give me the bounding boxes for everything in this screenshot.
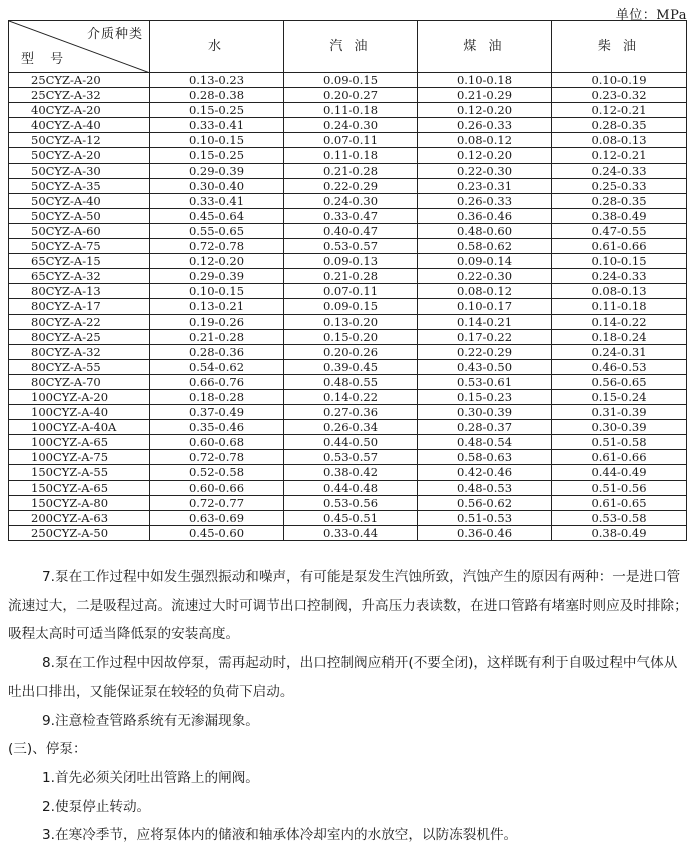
- model-cell: 150CYZ-A-65: [9, 480, 150, 495]
- pressure-cell: 0.45-0.51: [284, 510, 418, 525]
- table-row: [9, 510, 687, 525]
- pressure-cell: 0.10-0.15: [150, 133, 284, 148]
- table-row: [9, 163, 687, 178]
- pressure-cell: 0.24-0.30: [284, 118, 418, 133]
- model-cell: 80CYZ-A-25: [9, 329, 150, 344]
- table-header-row: [9, 21, 687, 73]
- pressure-cell: 0.10-0.19: [552, 73, 687, 88]
- pressure-cell: 0.18-0.28: [150, 389, 284, 404]
- model-cell: 40CYZ-A-40: [9, 118, 150, 133]
- pressure-cell: 0.33-0.44: [284, 525, 418, 540]
- pressure-cell: 0.11-0.18: [552, 299, 687, 314]
- table-row: [9, 389, 687, 404]
- pressure-cell: 0.38-0.42: [284, 465, 418, 480]
- pressure-cell: 0.23-0.31: [418, 178, 552, 193]
- pressure-cell: 0.12-0.20: [418, 103, 552, 118]
- pressure-cell: 0.15-0.20: [284, 329, 418, 344]
- pressure-cell: 0.10-0.15: [150, 284, 284, 299]
- pressure-cell: 0.27-0.36: [284, 405, 418, 420]
- pressure-cell: 0.21-0.28: [150, 329, 284, 344]
- step-2: 2.使泵停止转动。: [42, 798, 151, 815]
- pressure-cell: 0.31-0.39: [552, 405, 687, 420]
- pressure-cell: 0.10-0.15: [552, 254, 687, 269]
- pressure-cell: 0.24-0.33: [552, 163, 687, 178]
- table-row: [9, 314, 687, 329]
- pressure-cell: 0.10-0.18: [418, 73, 552, 88]
- pressure-cell: 0.10-0.17: [418, 299, 552, 314]
- model-cell: 250CYZ-A-50: [9, 525, 150, 540]
- pressure-cell: 0.28-0.36: [150, 344, 284, 359]
- pressure-cell: 0.48-0.60: [418, 223, 552, 238]
- pressure-cell: 0.44-0.48: [284, 480, 418, 495]
- pressure-cell: 0.21-0.29: [418, 88, 552, 103]
- pressure-cell: 0.13-0.23: [150, 73, 284, 88]
- table-row: [9, 359, 687, 374]
- pressure-cell: 0.15-0.23: [418, 389, 552, 404]
- pressure-cell: 0.30-0.39: [418, 405, 552, 420]
- pressure-cell: 0.61-0.65: [552, 495, 687, 510]
- pressure-cell: 0.53-0.58: [552, 510, 687, 525]
- model-cell: 50CYZ-A-40: [9, 193, 150, 208]
- pressure-cell: 0.61-0.66: [552, 450, 687, 465]
- pressure-cell: 0.09-0.15: [284, 73, 418, 88]
- model-cell: 100CYZ-A-40A: [9, 420, 150, 435]
- model-cell: 25CYZ-A-32: [9, 88, 150, 103]
- pressure-cell: 0.13-0.21: [150, 299, 284, 314]
- pressure-cell: 0.40-0.47: [284, 223, 418, 238]
- pressure-cell: 0.60-0.66: [150, 480, 284, 495]
- model-cell: 50CYZ-A-60: [9, 223, 150, 238]
- pressure-cell: 0.63-0.69: [150, 510, 284, 525]
- pressure-cell: 0.60-0.68: [150, 435, 284, 450]
- pressure-cell: 0.39-0.45: [284, 359, 418, 374]
- pressure-cell: 0.53-0.56: [284, 495, 418, 510]
- pressure-cell: 0.53-0.57: [284, 450, 418, 465]
- model-cell: 150CYZ-A-55: [9, 465, 150, 480]
- pressure-cell: 0.20-0.27: [284, 88, 418, 103]
- pressure-cell: 0.44-0.50: [284, 435, 418, 450]
- pressure-cell: 0.51-0.53: [418, 510, 552, 525]
- pressure-cell: 0.28-0.38: [150, 88, 284, 103]
- pressure-cell: 0.22-0.30: [418, 163, 552, 178]
- pressure-cell: 0.56-0.62: [418, 495, 552, 510]
- pressure-cell: 0.56-0.65: [552, 374, 687, 389]
- pressure-cell: 0.14-0.21: [418, 314, 552, 329]
- table-row: [9, 450, 687, 465]
- pressure-cell: 0.17-0.22: [418, 329, 552, 344]
- pressure-cell: 0.07-0.11: [284, 284, 418, 299]
- pressure-cell: 0.26-0.33: [418, 118, 552, 133]
- model-cell: 80CYZ-A-32: [9, 344, 150, 359]
- pressure-cell: 0.26-0.33: [418, 193, 552, 208]
- pressure-cell: 0.24-0.33: [552, 269, 687, 284]
- pressure-cell: 0.21-0.28: [284, 269, 418, 284]
- pressure-cell: 0.07-0.11: [284, 133, 418, 148]
- pressure-cell: 0.58-0.63: [418, 450, 552, 465]
- model-cell: 80CYZ-A-55: [9, 359, 150, 374]
- model-label: 型 号: [21, 52, 70, 67]
- model-cell: 80CYZ-A-70: [9, 374, 150, 389]
- table-row: [9, 374, 687, 389]
- pressure-cell: 0.21-0.28: [284, 163, 418, 178]
- pressure-table: [8, 20, 687, 541]
- paragraph-9: 9.注意检查管路系统有无渗漏现象。: [42, 712, 259, 729]
- pressure-cell: 0.15-0.24: [552, 389, 687, 404]
- pressure-cell: 0.33-0.41: [150, 118, 284, 133]
- pressure-cell: 0.38-0.49: [552, 525, 687, 540]
- table-row: [9, 148, 687, 163]
- pressure-cell: 0.53-0.57: [284, 239, 418, 254]
- model-cell: 65CYZ-A-32: [9, 269, 150, 284]
- pressure-cell: 0.51-0.56: [552, 480, 687, 495]
- pressure-cell: 0.45-0.64: [150, 208, 284, 223]
- pressure-cell: 0.08-0.12: [418, 133, 552, 148]
- table-row: [9, 88, 687, 103]
- pressure-cell: 0.15-0.25: [150, 103, 284, 118]
- pressure-cell: 0.28-0.35: [552, 193, 687, 208]
- pressure-cell: 0.37-0.49: [150, 405, 284, 420]
- model-cell: 50CYZ-A-50: [9, 208, 150, 223]
- model-cell: 80CYZ-A-22: [9, 314, 150, 329]
- pressure-cell: 0.47-0.55: [552, 223, 687, 238]
- model-cell: 150CYZ-A-80: [9, 495, 150, 510]
- pressure-cell: 0.44-0.49: [552, 465, 687, 480]
- model-cell: 65CYZ-A-15: [9, 254, 150, 269]
- pressure-cell: 0.12-0.20: [150, 254, 284, 269]
- pressure-cell: 0.48-0.53: [418, 480, 552, 495]
- pressure-cell: 0.23-0.32: [552, 88, 687, 103]
- pressure-cell: 0.09-0.14: [418, 254, 552, 269]
- pressure-cell: 0.26-0.34: [284, 420, 418, 435]
- model-cell: 40CYZ-A-20: [9, 103, 150, 118]
- table-row: [9, 299, 687, 314]
- model-cell: 50CYZ-A-12: [9, 133, 150, 148]
- pressure-cell: 0.13-0.20: [284, 314, 418, 329]
- pressure-cell: 0.15-0.25: [150, 148, 284, 163]
- table-row: [9, 480, 687, 495]
- table-row: [9, 435, 687, 450]
- table-row: [9, 269, 687, 284]
- column-header-gasoline: 汽 油: [284, 21, 418, 73]
- pressure-cell: 0.08-0.13: [552, 133, 687, 148]
- pressure-cell: 0.11-0.18: [284, 148, 418, 163]
- pressure-cell: 0.52-0.58: [150, 465, 284, 480]
- table-row: [9, 284, 687, 299]
- pressure-cell: 0.08-0.12: [418, 284, 552, 299]
- pressure-cell: 0.20-0.26: [284, 344, 418, 359]
- pressure-cell: 0.36-0.46: [418, 525, 552, 540]
- table-row: [9, 178, 687, 193]
- model-cell: 100CYZ-A-20: [9, 389, 150, 404]
- table-row: [9, 329, 687, 344]
- pressure-cell: 0.28-0.35: [552, 118, 687, 133]
- column-header-kerosene: 煤 油: [418, 21, 552, 73]
- pressure-cell: 0.51-0.58: [552, 435, 687, 450]
- paragraph-8: 8.泵在工作过程中因故停泵，需再起动时，出口控制阀应稍开(不要全闭)，这样既有利于自吸过程中气体从吐出口排出，又能保证泵在较轻的负荷下启动。: [8, 655, 678, 700]
- column-header-water: 水: [150, 21, 284, 73]
- model-cell: 50CYZ-A-30: [9, 163, 150, 178]
- table-row: [9, 133, 687, 148]
- model-cell: 80CYZ-A-17: [9, 299, 150, 314]
- table-row: [9, 118, 687, 133]
- pressure-cell: 0.08-0.13: [552, 284, 687, 299]
- pressure-cell: 0.43-0.50: [418, 359, 552, 374]
- pressure-cell: 0.12-0.20: [418, 148, 552, 163]
- pressure-cell: 0.35-0.46: [150, 420, 284, 435]
- pressure-cell: 0.24-0.30: [284, 193, 418, 208]
- model-cell: 200CYZ-A-63: [9, 510, 150, 525]
- model-cell: 50CYZ-A-35: [9, 178, 150, 193]
- step-3: 3.在寒冷季节，应将泵体内的储液和轴承体冷却室内的水放空，以防冻裂机件。: [42, 827, 518, 844]
- pressure-cell: 0.12-0.21: [552, 103, 687, 118]
- model-cell: 25CYZ-A-20: [9, 73, 150, 88]
- medium-type-label: 介质种类: [86, 27, 143, 42]
- table-row: [9, 495, 687, 510]
- pressure-cell: 0.30-0.40: [150, 178, 284, 193]
- pressure-cell: 0.29-0.39: [150, 269, 284, 284]
- model-cell: 100CYZ-A-40: [9, 405, 150, 420]
- pressure-cell: 0.33-0.41: [150, 193, 284, 208]
- paragraph-7: 7.泵在工作过程中如发生强烈振动和噪声，有可能是泵发生汽蚀所致，汽蚀产生的原因有两种：一是进口管流速过大，二是吸程过高。流速过大时可调节出口控制阀，升高压力表读数，在进口管路有堵塞时则应及时排除；吸程太高时可适当降低泵的安装高度。: [8, 569, 688, 643]
- body-text: [8, 563, 688, 850]
- pressure-cell: 0.22-0.29: [284, 178, 418, 193]
- pressure-cell: 0.11-0.18: [284, 103, 418, 118]
- unit-label: 单位：MPa: [615, 8, 687, 23]
- pressure-cell: 0.33-0.47: [284, 208, 418, 223]
- pressure-cell: 0.53-0.61: [418, 374, 552, 389]
- pressure-cell: 0.09-0.15: [284, 299, 418, 314]
- pressure-cell: 0.66-0.76: [150, 374, 284, 389]
- pressure-cell: 0.58-0.62: [418, 239, 552, 254]
- pressure-cell: 0.46-0.53: [552, 359, 687, 374]
- table-row: [9, 239, 687, 254]
- pressure-cell: 0.61-0.66: [552, 239, 687, 254]
- table-row: [9, 405, 687, 420]
- pressure-cell: 0.45-0.60: [150, 525, 284, 540]
- pressure-cell: 0.09-0.13: [284, 254, 418, 269]
- section-heading-stop-pump: (三)、停泵：: [8, 741, 87, 758]
- model-cell: 50CYZ-A-75: [9, 239, 150, 254]
- table-row: [9, 465, 687, 480]
- pressure-cell: 0.48-0.54: [418, 435, 552, 450]
- table-row: [9, 208, 687, 223]
- pressure-cell: 0.42-0.46: [418, 465, 552, 480]
- pressure-cell: 0.24-0.31: [552, 344, 687, 359]
- step-1: 1.首先必须关闭吐出管路上的闸阀。: [42, 769, 259, 786]
- pressure-cell: 0.14-0.22: [284, 389, 418, 404]
- pressure-cell: 0.30-0.39: [552, 420, 687, 435]
- pressure-cell: 0.22-0.30: [418, 269, 552, 284]
- pressure-cell: 0.25-0.33: [552, 178, 687, 193]
- pressure-cell: 0.48-0.55: [284, 374, 418, 389]
- table-row: [9, 103, 687, 118]
- table-row: [9, 420, 687, 435]
- table-row: [9, 73, 687, 88]
- pressure-cell: 0.55-0.65: [150, 223, 284, 238]
- table-row: [9, 193, 687, 208]
- table-row: [9, 223, 687, 238]
- pressure-cell: 0.72-0.78: [150, 450, 284, 465]
- pressure-cell: 0.12-0.21: [552, 148, 687, 163]
- pressure-cell: 0.72-0.78: [150, 239, 284, 254]
- pressure-cell: 0.19-0.26: [150, 314, 284, 329]
- model-cell: 50CYZ-A-20: [9, 148, 150, 163]
- model-cell: 100CYZ-A-65: [9, 435, 150, 450]
- pressure-cell: 0.38-0.49: [552, 208, 687, 223]
- model-cell: 80CYZ-A-13: [9, 284, 150, 299]
- pressure-cell: 0.22-0.29: [418, 344, 552, 359]
- table-row: [9, 344, 687, 359]
- pressure-cell: 0.18-0.24: [552, 329, 687, 344]
- pressure-cell: 0.14-0.22: [552, 314, 687, 329]
- pressure-cell: 0.28-0.37: [418, 420, 552, 435]
- table-row: [9, 525, 687, 540]
- pressure-cell: 0.54-0.62: [150, 359, 284, 374]
- model-cell: 100CYZ-A-75: [9, 450, 150, 465]
- column-header-diesel: 柴 油: [552, 21, 687, 73]
- pressure-cell: 0.29-0.39: [150, 163, 284, 178]
- table-row: [9, 254, 687, 269]
- pressure-cell: 0.36-0.46: [418, 208, 552, 223]
- pressure-cell: 0.72-0.77: [150, 495, 284, 510]
- corner-header-cell: [9, 21, 150, 73]
